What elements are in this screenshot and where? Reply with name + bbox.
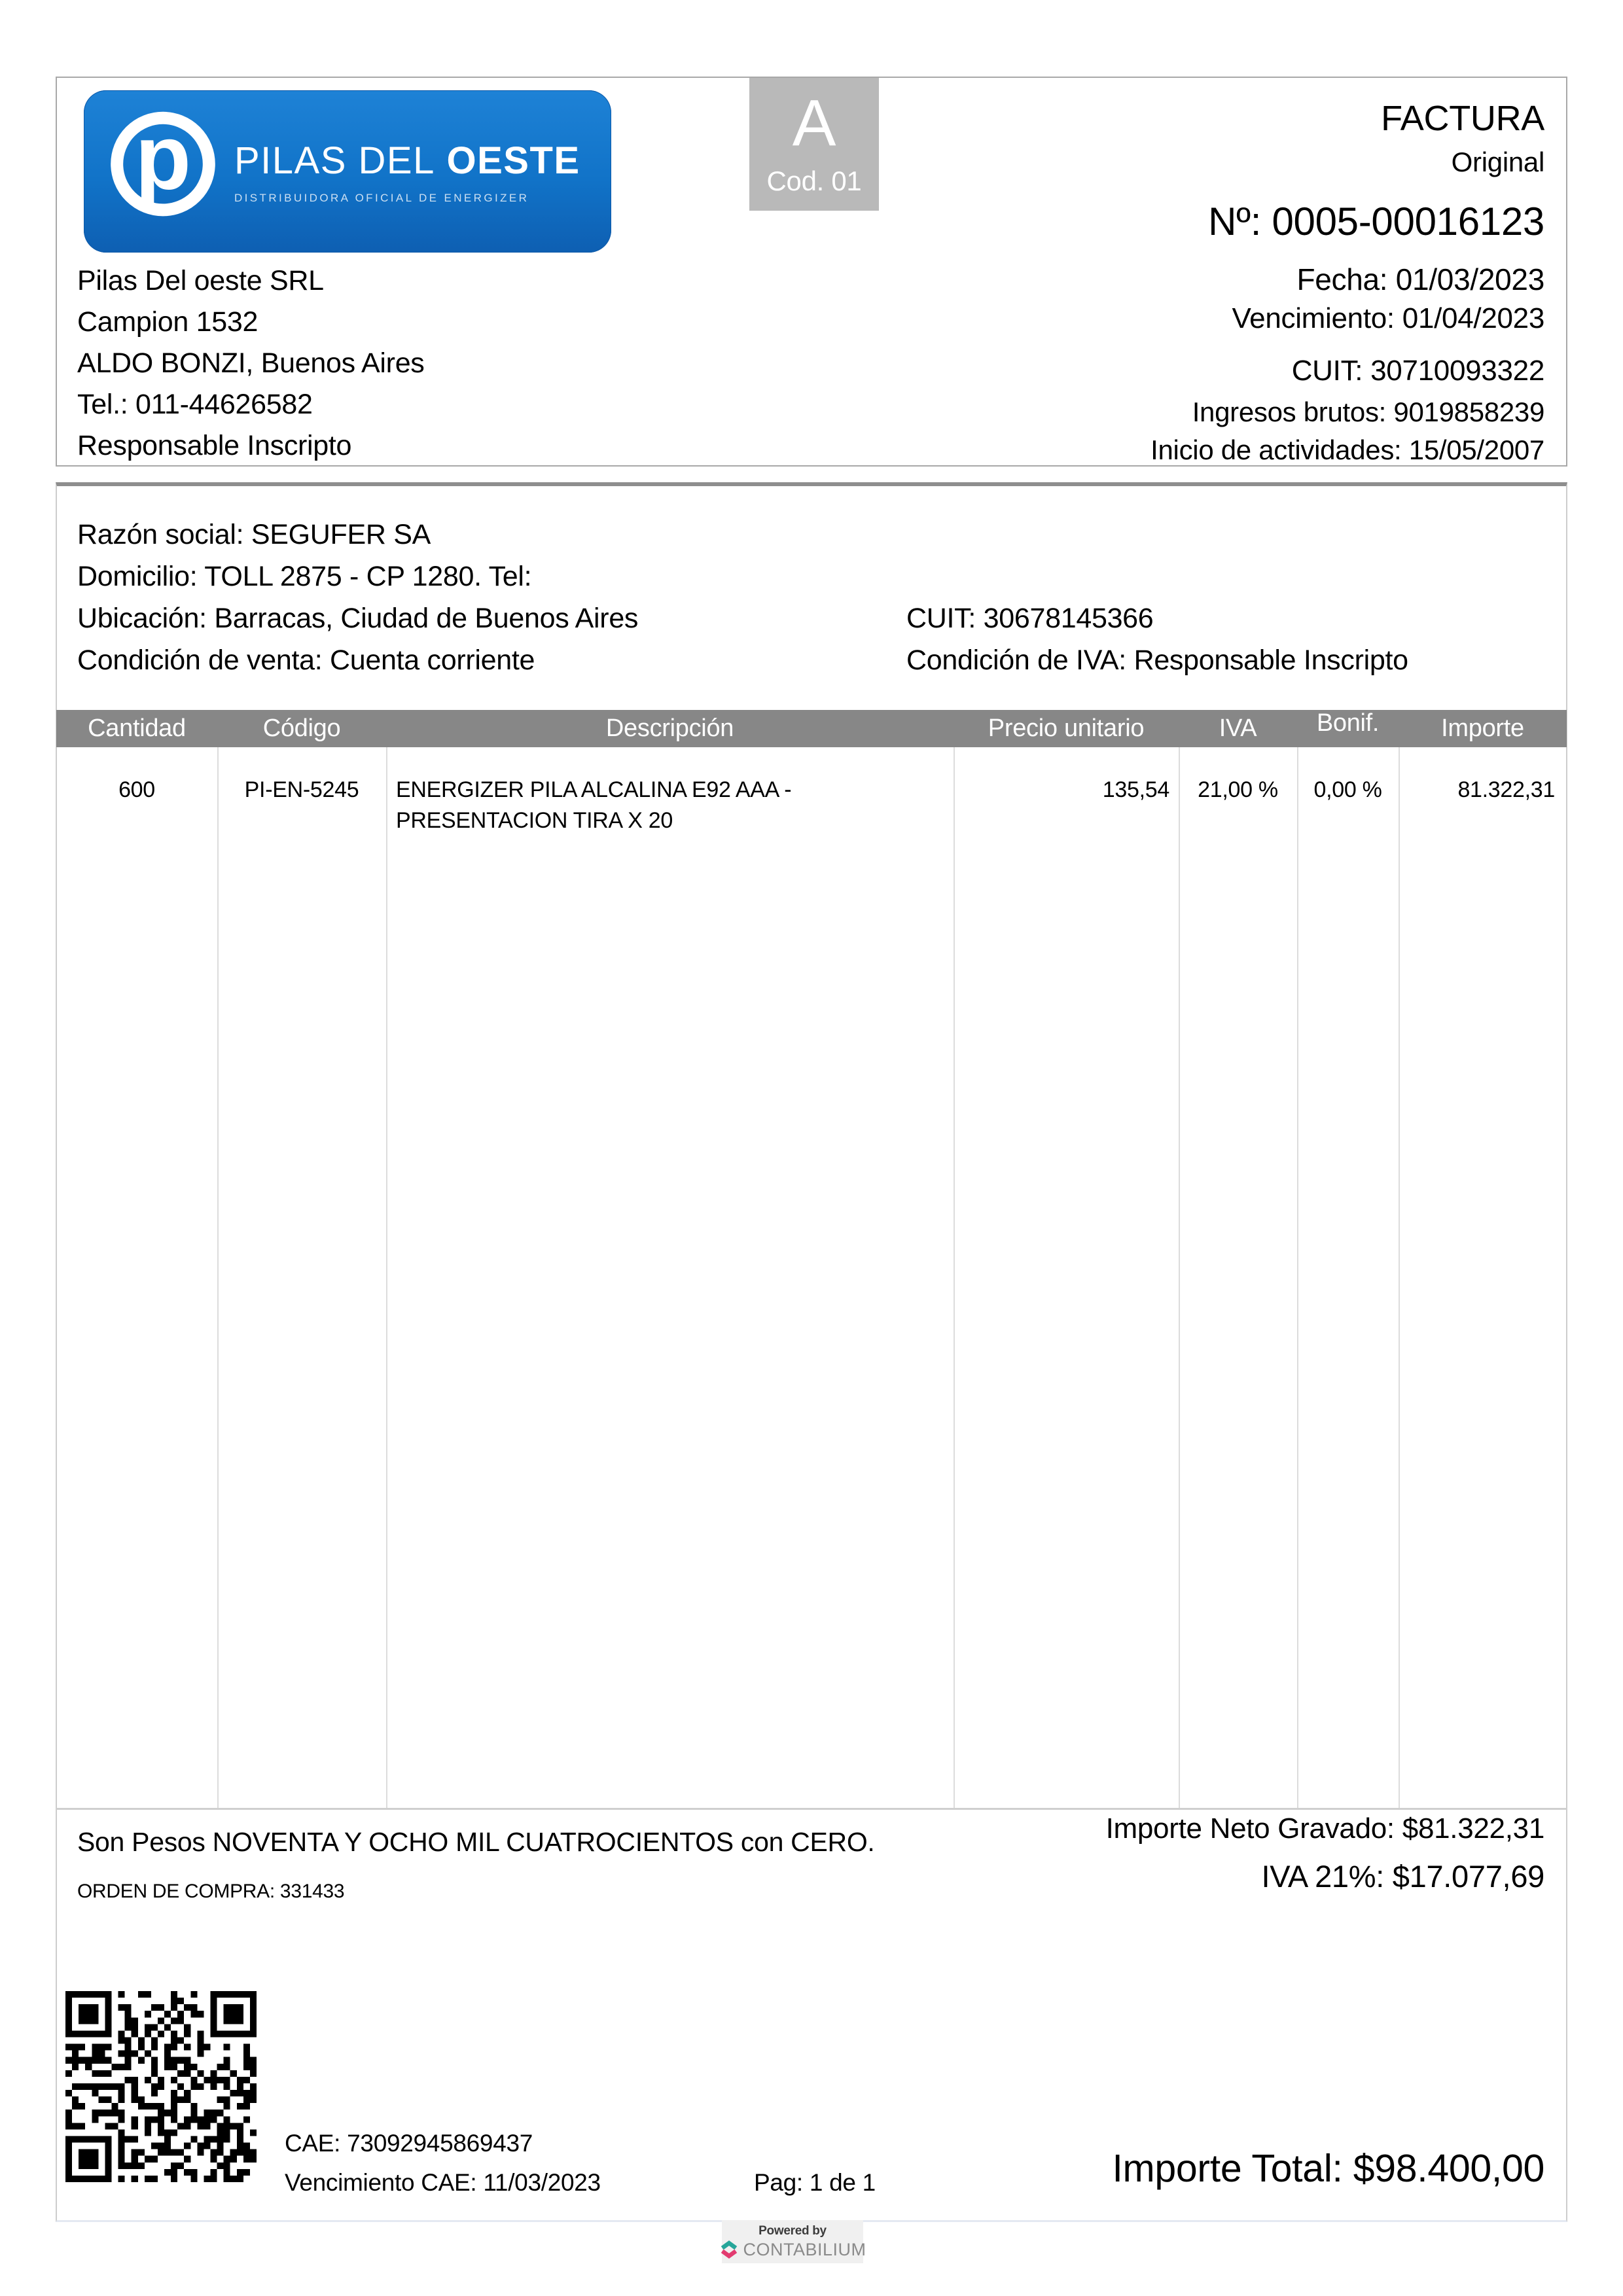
column-divider xyxy=(1399,747,1400,1808)
customer-domicilio: Domicilio: TOLL 2875 - CP 1280. Tel: xyxy=(77,561,532,592)
column-divider xyxy=(1297,747,1298,1808)
row-iva: 21,00 % xyxy=(1198,777,1278,802)
table-header xyxy=(56,710,1567,747)
customer-cuit: CUIT: 30678145366 xyxy=(906,603,1154,634)
row-description-line1: ENERGIZER PILA ALCALINA E92 AAA - xyxy=(396,777,792,802)
table-body xyxy=(56,747,1567,1810)
total-amount: Importe Total: $98.400,00 xyxy=(1112,2147,1544,2190)
seller-city: ALDO BONZI, Buenos Aires xyxy=(77,347,425,379)
logo-p-icon xyxy=(101,102,225,241)
purchase-order: ORDEN DE COMPRA: 331433 xyxy=(77,1881,345,1902)
seller-address: Campion 1532 xyxy=(77,306,259,338)
customer-condicion-iva: Condición de IVA: Responsable Inscripto xyxy=(906,645,1408,676)
column-divider xyxy=(386,747,387,1808)
seller-name: Pilas Del oeste SRL xyxy=(77,265,324,296)
invoice-letter-code: Cod. 01 xyxy=(766,166,862,196)
col-header-importe: Importe xyxy=(1441,715,1524,742)
column-divider xyxy=(954,747,955,1808)
logo-name-bold: OESTE xyxy=(446,139,580,182)
col-header-descripcion: Descripción xyxy=(605,715,734,742)
row-quantity: 600 xyxy=(118,777,155,802)
contabilium-brand xyxy=(719,2240,866,2260)
contabilium-brand-name: CONTABILIUM xyxy=(743,2239,866,2259)
activity-start: Inicio de actividades: 15/05/2007 xyxy=(1150,434,1544,465)
qr-code xyxy=(65,1991,257,2182)
row-description xyxy=(396,775,880,836)
net-amount: Importe Neto Gravado: $81.322,31 xyxy=(1105,1812,1544,1845)
customer-razon-social: Razón social: SEGUFER SA xyxy=(77,519,431,550)
row-unit-price: 135,54 xyxy=(1102,777,1169,802)
customer-ubicacion: Ubicación: Barracas, Ciudad de Buenos Aires xyxy=(77,603,639,634)
powered-by-label: Powered by xyxy=(758,2223,827,2238)
company-logo xyxy=(84,90,611,253)
col-header-codigo: Código xyxy=(262,715,341,742)
page-indicator: Pag: 1 de 1 xyxy=(754,2169,876,2196)
seller-phone: Tel.: 011-44626582 xyxy=(77,389,313,420)
col-header-bonif: Bonif. xyxy=(1316,709,1380,737)
svg-text:p: p xyxy=(135,105,191,209)
row-bonif: 0,00 % xyxy=(1313,777,1382,802)
column-divider xyxy=(1179,747,1180,1808)
column-divider xyxy=(217,747,219,1808)
cae-due-date: Vencimiento CAE: 11/03/2023 xyxy=(285,2169,601,2196)
logo-name xyxy=(234,139,580,183)
row-code: PI-EN-5245 xyxy=(244,777,359,802)
invoice-date: Fecha: 01/03/2023 xyxy=(1296,262,1544,296)
seller-cuit: CUIT: 30710093322 xyxy=(1291,355,1544,387)
copy-type: Original xyxy=(1451,147,1544,177)
iva-amount: IVA 21%: $17.077,69 xyxy=(1261,1859,1544,1894)
col-header-iva: IVA xyxy=(1219,715,1257,742)
contabilium-badge xyxy=(722,2220,866,2263)
seller-tax-status: Responsable Inscripto xyxy=(77,430,352,461)
gross-income: Ingresos brutos: 9019858239 xyxy=(1192,397,1544,427)
contabilium-logo-icon xyxy=(719,2240,739,2259)
logo-name-regular: PILAS DEL xyxy=(234,139,435,182)
invoice-number: Nº: 0005-00016123 xyxy=(1208,200,1544,243)
col-header-precio-unitario: Precio unitario xyxy=(988,715,1145,742)
invoice-letter: A xyxy=(792,86,836,160)
due-date: Vencimiento: 01/04/2023 xyxy=(1232,302,1544,334)
row-amount: 81.322,31 xyxy=(1457,777,1555,802)
cae-number: CAE: 73092945869437 xyxy=(285,2130,533,2157)
row-description-line2: PRESENTACION TIRA X 20 xyxy=(396,808,673,833)
col-header-cantidad: Cantidad xyxy=(88,715,186,742)
logo-tagline: DISTRIBUIDORA OFICIAL DE ENERGIZER xyxy=(234,191,529,204)
invoice-letter-box xyxy=(749,78,879,211)
logo-text xyxy=(234,139,580,205)
customer-condicion-venta: Condición de venta: Cuenta corriente xyxy=(77,645,535,676)
amount-in-words: Son Pesos NOVENTA Y OCHO MIL CUATROCIENTOS con CERO. xyxy=(77,1827,875,1857)
document-title: FACTURA xyxy=(1381,99,1544,138)
